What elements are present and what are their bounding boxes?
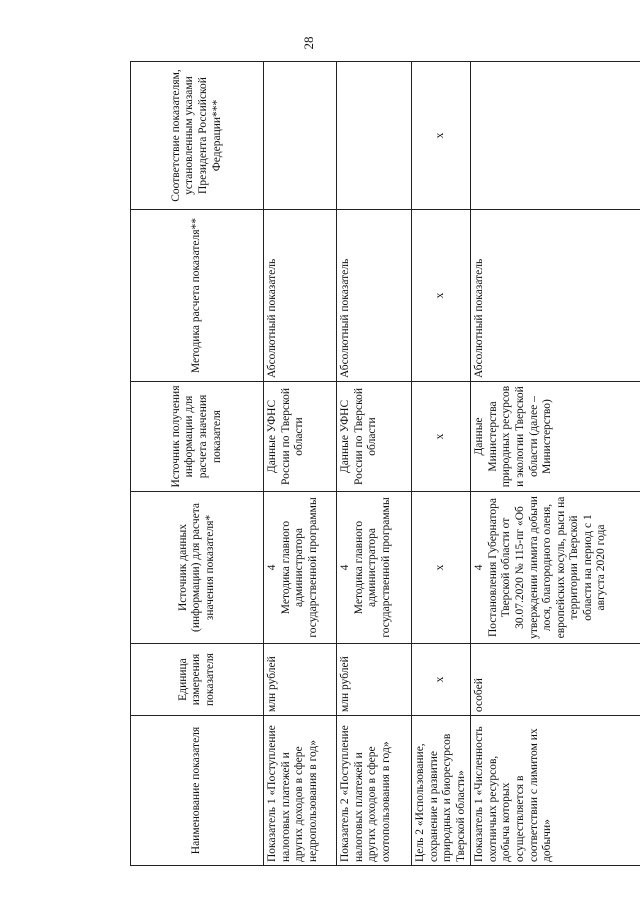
landscape-container (130, 62, 608, 866)
rotated-table-area (130, 62, 608, 866)
row-data-source: 4 Методика главного администратора государственной программы (337, 492, 412, 644)
row-info-source: Данные УФНС России по Тверской области (264, 382, 337, 492)
header-method: Методика расчета показателя** (131, 210, 264, 382)
header-info-source: Источник получения информации для расчета значения показателя (131, 382, 264, 492)
row-unit: млн рублей (337, 644, 412, 716)
row-name: Цель 2 «Использование, сохранение и развитие природных и биоресурсов Тверской области» (412, 716, 471, 866)
row-method: x (412, 210, 471, 382)
row-name: Показатель 2 «Поступление налоговых платежей и других доходов в сфере охотопользования в год» (337, 716, 412, 866)
row-unit: x (412, 644, 471, 716)
table-header-row (131, 62, 264, 866)
row-data-source: x (412, 492, 471, 644)
table-row (412, 62, 471, 866)
row-method: Абсолютный показатель (471, 210, 640, 382)
row-info-source: x (412, 382, 471, 492)
row-compliance (337, 62, 412, 210)
row-compliance (471, 62, 640, 210)
row-unit: особей (471, 644, 640, 716)
row-compliance: x (412, 62, 471, 210)
row-data-source: 4 Методика главного администратора государственной программы (264, 492, 337, 644)
indicators-table (130, 61, 640, 866)
row-data-source: 4 Постановления Губернатора Тверской области от 30.07.2020 № 115-пг «Об утверждении лимита добычи лося, благородного оленя, европейских косуль, рыси на территории Тверской области на период с 1 августа 2020 года (471, 492, 640, 644)
table-row (471, 62, 640, 866)
row-unit: млн рублей (264, 644, 337, 716)
page-number: 28 (301, 36, 316, 50)
row-name: Показатель 1 «Численность охотничьих ресурсов, добыча которых осуществляется в соответствии с лимитом их добычи» (471, 716, 640, 866)
header-unit: Единица измерения показателя (131, 644, 264, 716)
header-name: Наименование показателя (131, 716, 264, 866)
header-compliance: Соответствие показателям, установленным указами Президента Российской Федерации*** (131, 62, 264, 210)
row-method: Абсолютный показатель (264, 210, 337, 382)
row-info-source: Данные УФНС России по Тверской области (337, 382, 412, 492)
row-compliance (264, 62, 337, 210)
row-method: Абсолютный показатель (337, 210, 412, 382)
table-row (264, 62, 337, 866)
header-data-source: Источник данных (информации) для расчета значения показателя* (131, 492, 264, 644)
row-name: Показатель 1 «Поступление налоговых платежей и других доходов в сфере недропользования в год» (264, 716, 337, 866)
table-row (337, 62, 412, 866)
row-info-source: Данные Министерства природных ресурсов и экологии Тверской области (далее – Министерство) (471, 382, 640, 492)
